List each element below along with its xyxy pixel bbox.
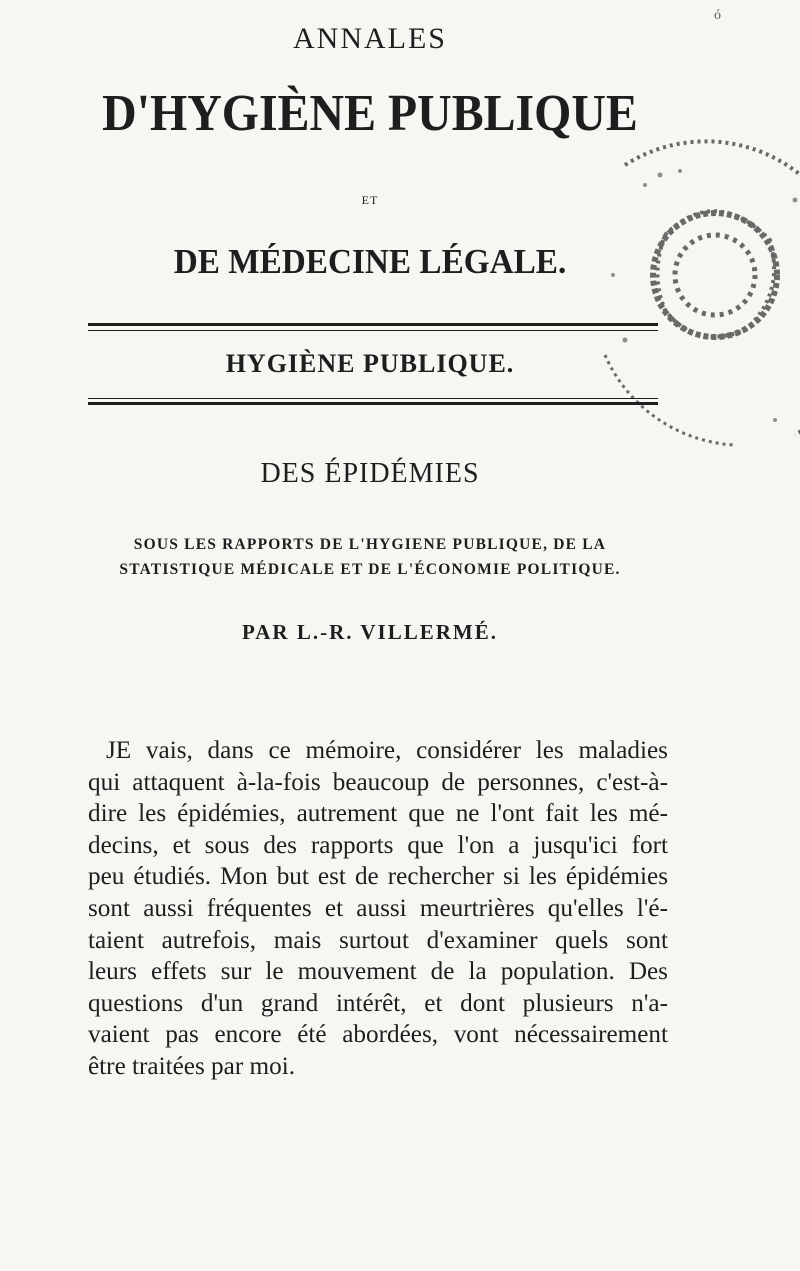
title-conjunction: ET (361, 193, 379, 207)
journal-subtitle: DE MÉDECINE LÉGALE. (173, 242, 567, 281)
body-line: taient autrefois, mais surtout d'examiner quels sont (88, 926, 668, 954)
article-subtitle-line-2: STATISTIQUE MÉDICALE ET DE L'ÉCONOMIE POLITIQUE. (119, 561, 621, 578)
body-line: dire les épidémies, autrement que ne l'ont fait les mé- (88, 800, 668, 828)
body-line: JE vais, dans ce mémoire, considérer les maladies (106, 737, 668, 764)
section-rule-bottom (88, 398, 658, 408)
library-stamp-icon (565, 105, 800, 465)
journal-title: D'HYGIÈNE PUBLIQUE (102, 85, 638, 142)
body-line: leurs effets sur le mouvement de la population. Des (88, 958, 668, 986)
article-subtitle (80, 532, 660, 582)
body-line: qui attaquent à-la-fois beaucoup de personnes, c'est-à- (88, 768, 668, 796)
body-line: peu étudiés. Mon but est de rechercher si les épidémies (88, 863, 668, 891)
body-line: decins, et sous des rapports que l'on a jusqu'ici fort (88, 831, 668, 859)
body-line: être traitées par moi. (88, 1052, 295, 1080)
journal-series-label: ANNALES (293, 22, 447, 55)
body-line: questions d'un grand intérêt, et dont plusieurs n'a- (88, 989, 668, 1017)
article-subtitle-line-1: SOUS LES RAPPORTS DE L'HYGIENE PUBLIQUE, DE LA (133, 536, 607, 553)
body-line: sont aussi fréquentes et aussi meurtrières qu'elles l'é- (88, 894, 668, 922)
body-line: vaient pas encore été abordées, vont nécessairement (88, 1021, 668, 1049)
body-paragraph (88, 735, 668, 1083)
section-heading: HYGIÈNE PUBLIQUE. (225, 349, 515, 378)
page-corner-mark: ó (714, 8, 721, 23)
article-title: DES ÉPIDÉMIES (260, 458, 480, 489)
article-author: PAR L.-R. VILLERMÉ. (242, 620, 498, 644)
section-rule-top (88, 323, 658, 333)
